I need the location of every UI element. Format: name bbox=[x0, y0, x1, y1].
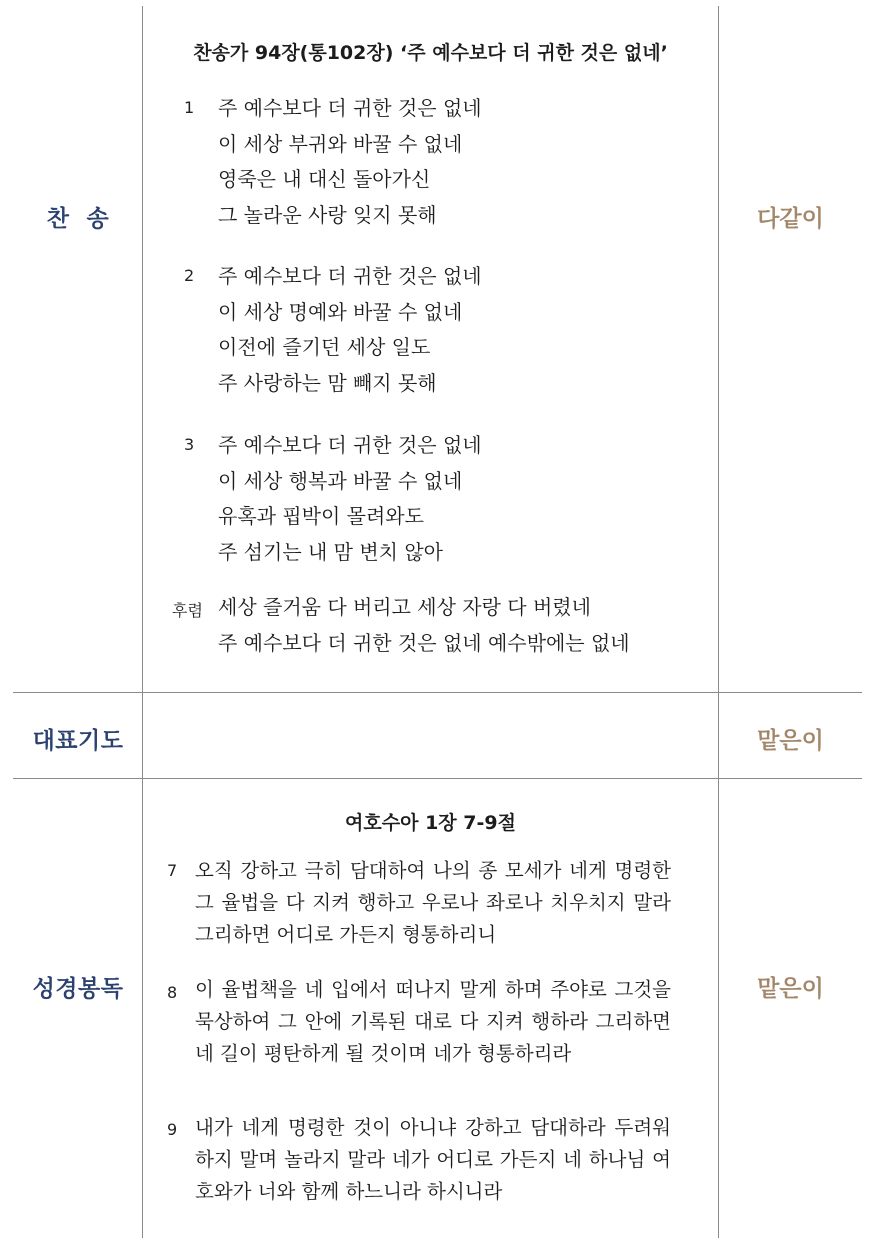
hymn-refrain-label: 후렴 bbox=[172, 601, 203, 620]
lyric-line: 이 세상 부귀와 바꿀 수 없네 bbox=[218, 131, 463, 156]
lyric-line: 이 세상 행복과 바꿀 수 없네 bbox=[218, 468, 463, 493]
row-label-prayer: 대표기도 bbox=[32, 728, 124, 754]
lyric-line: 주 예수보다 더 귀한 것은 없네 bbox=[218, 96, 482, 120]
scripture-verse: 내가 네게 명령한 것이 아니냐 강하고 담대하라 두려워하지 말며 놀라지 말라 네가 어디로 가든지 네 하나님 여호와가 너와 함께 하느니라 하시니라 bbox=[195, 1116, 671, 1203]
hymn-verse-number: 1 bbox=[184, 98, 195, 117]
row-divider-1 bbox=[13, 692, 862, 693]
hymn-verse bbox=[218, 259, 482, 401]
row-label-scripture: 성경봉독 bbox=[32, 976, 124, 1002]
lyric-line: 세상 즐거움 다 버리고 세상 자랑 다 버렸네 bbox=[218, 595, 591, 619]
lyric-line: 유혹과 핍박이 몰려와도 bbox=[218, 504, 424, 528]
lyric-line: 주 예수보다 더 귀한 것은 없네 bbox=[218, 433, 482, 457]
hymn-title: 찬송가 94장(통102장) ‘주 예수보다 더 귀한 것은 없네’ bbox=[193, 42, 668, 64]
scripture-verse-number: 7 bbox=[167, 861, 178, 880]
column-divider-right bbox=[718, 6, 719, 1238]
scripture-verse-number: 8 bbox=[167, 983, 178, 1002]
row-role-prayer: 맡은이 bbox=[757, 728, 824, 754]
row-role-hymn: 다같이 bbox=[757, 206, 824, 232]
row-divider-2 bbox=[13, 778, 862, 779]
scripture-verse-number: 9 bbox=[167, 1120, 178, 1139]
lyric-line: 주 사랑하는 맘 빼지 못해 bbox=[218, 370, 437, 395]
lyric-line: 주 예수보다 더 귀한 것은 없네 bbox=[218, 264, 482, 288]
scripture-verse: 이 율법책을 네 입에서 떠나지 말게 하며 주야로 그것을 묵상하여 그 안에 기록된 대로 다 지켜 행하라 그리하면 네 길이 평탄하게 될 것이며 네가 형통하리라 bbox=[195, 978, 671, 1065]
row-role-scripture: 맡은이 bbox=[757, 976, 824, 1002]
scripture-verse: 오직 강하고 극히 담대하여 나의 종 모세가 네게 명령한 그 율법을 다 지켜 행하고 우로나 좌로나 치우치지 말라 그리하면 어디로 가든지 형통하리니 bbox=[195, 859, 671, 946]
lyric-line: 이 세상 명예와 바꿀 수 없네 bbox=[218, 299, 463, 324]
hymn-refrain bbox=[218, 590, 630, 661]
lyric-line: 그 놀라운 사랑 잊지 못해 bbox=[218, 202, 437, 227]
lyric-line: 주 섬기는 내 맘 변치 않아 bbox=[218, 539, 443, 564]
lyric-line: 주 예수보다 더 귀한 것은 없네 예수밖에는 없네 bbox=[218, 630, 630, 655]
hymn-verse-number: 2 bbox=[184, 266, 195, 285]
column-divider-left bbox=[142, 6, 143, 1238]
hymn-verse bbox=[218, 91, 482, 233]
scripture-title: 여호수아 1장 7-9절 bbox=[345, 812, 516, 834]
lyric-line: 이전에 즐기던 세상 일도 bbox=[218, 335, 431, 359]
lyric-line: 영죽은 내 대신 돌아가신 bbox=[218, 167, 431, 191]
hymn-verse bbox=[218, 428, 482, 570]
row-label-hymn: 찬 송 bbox=[46, 206, 110, 232]
hymn-verse-number: 3 bbox=[184, 435, 195, 454]
